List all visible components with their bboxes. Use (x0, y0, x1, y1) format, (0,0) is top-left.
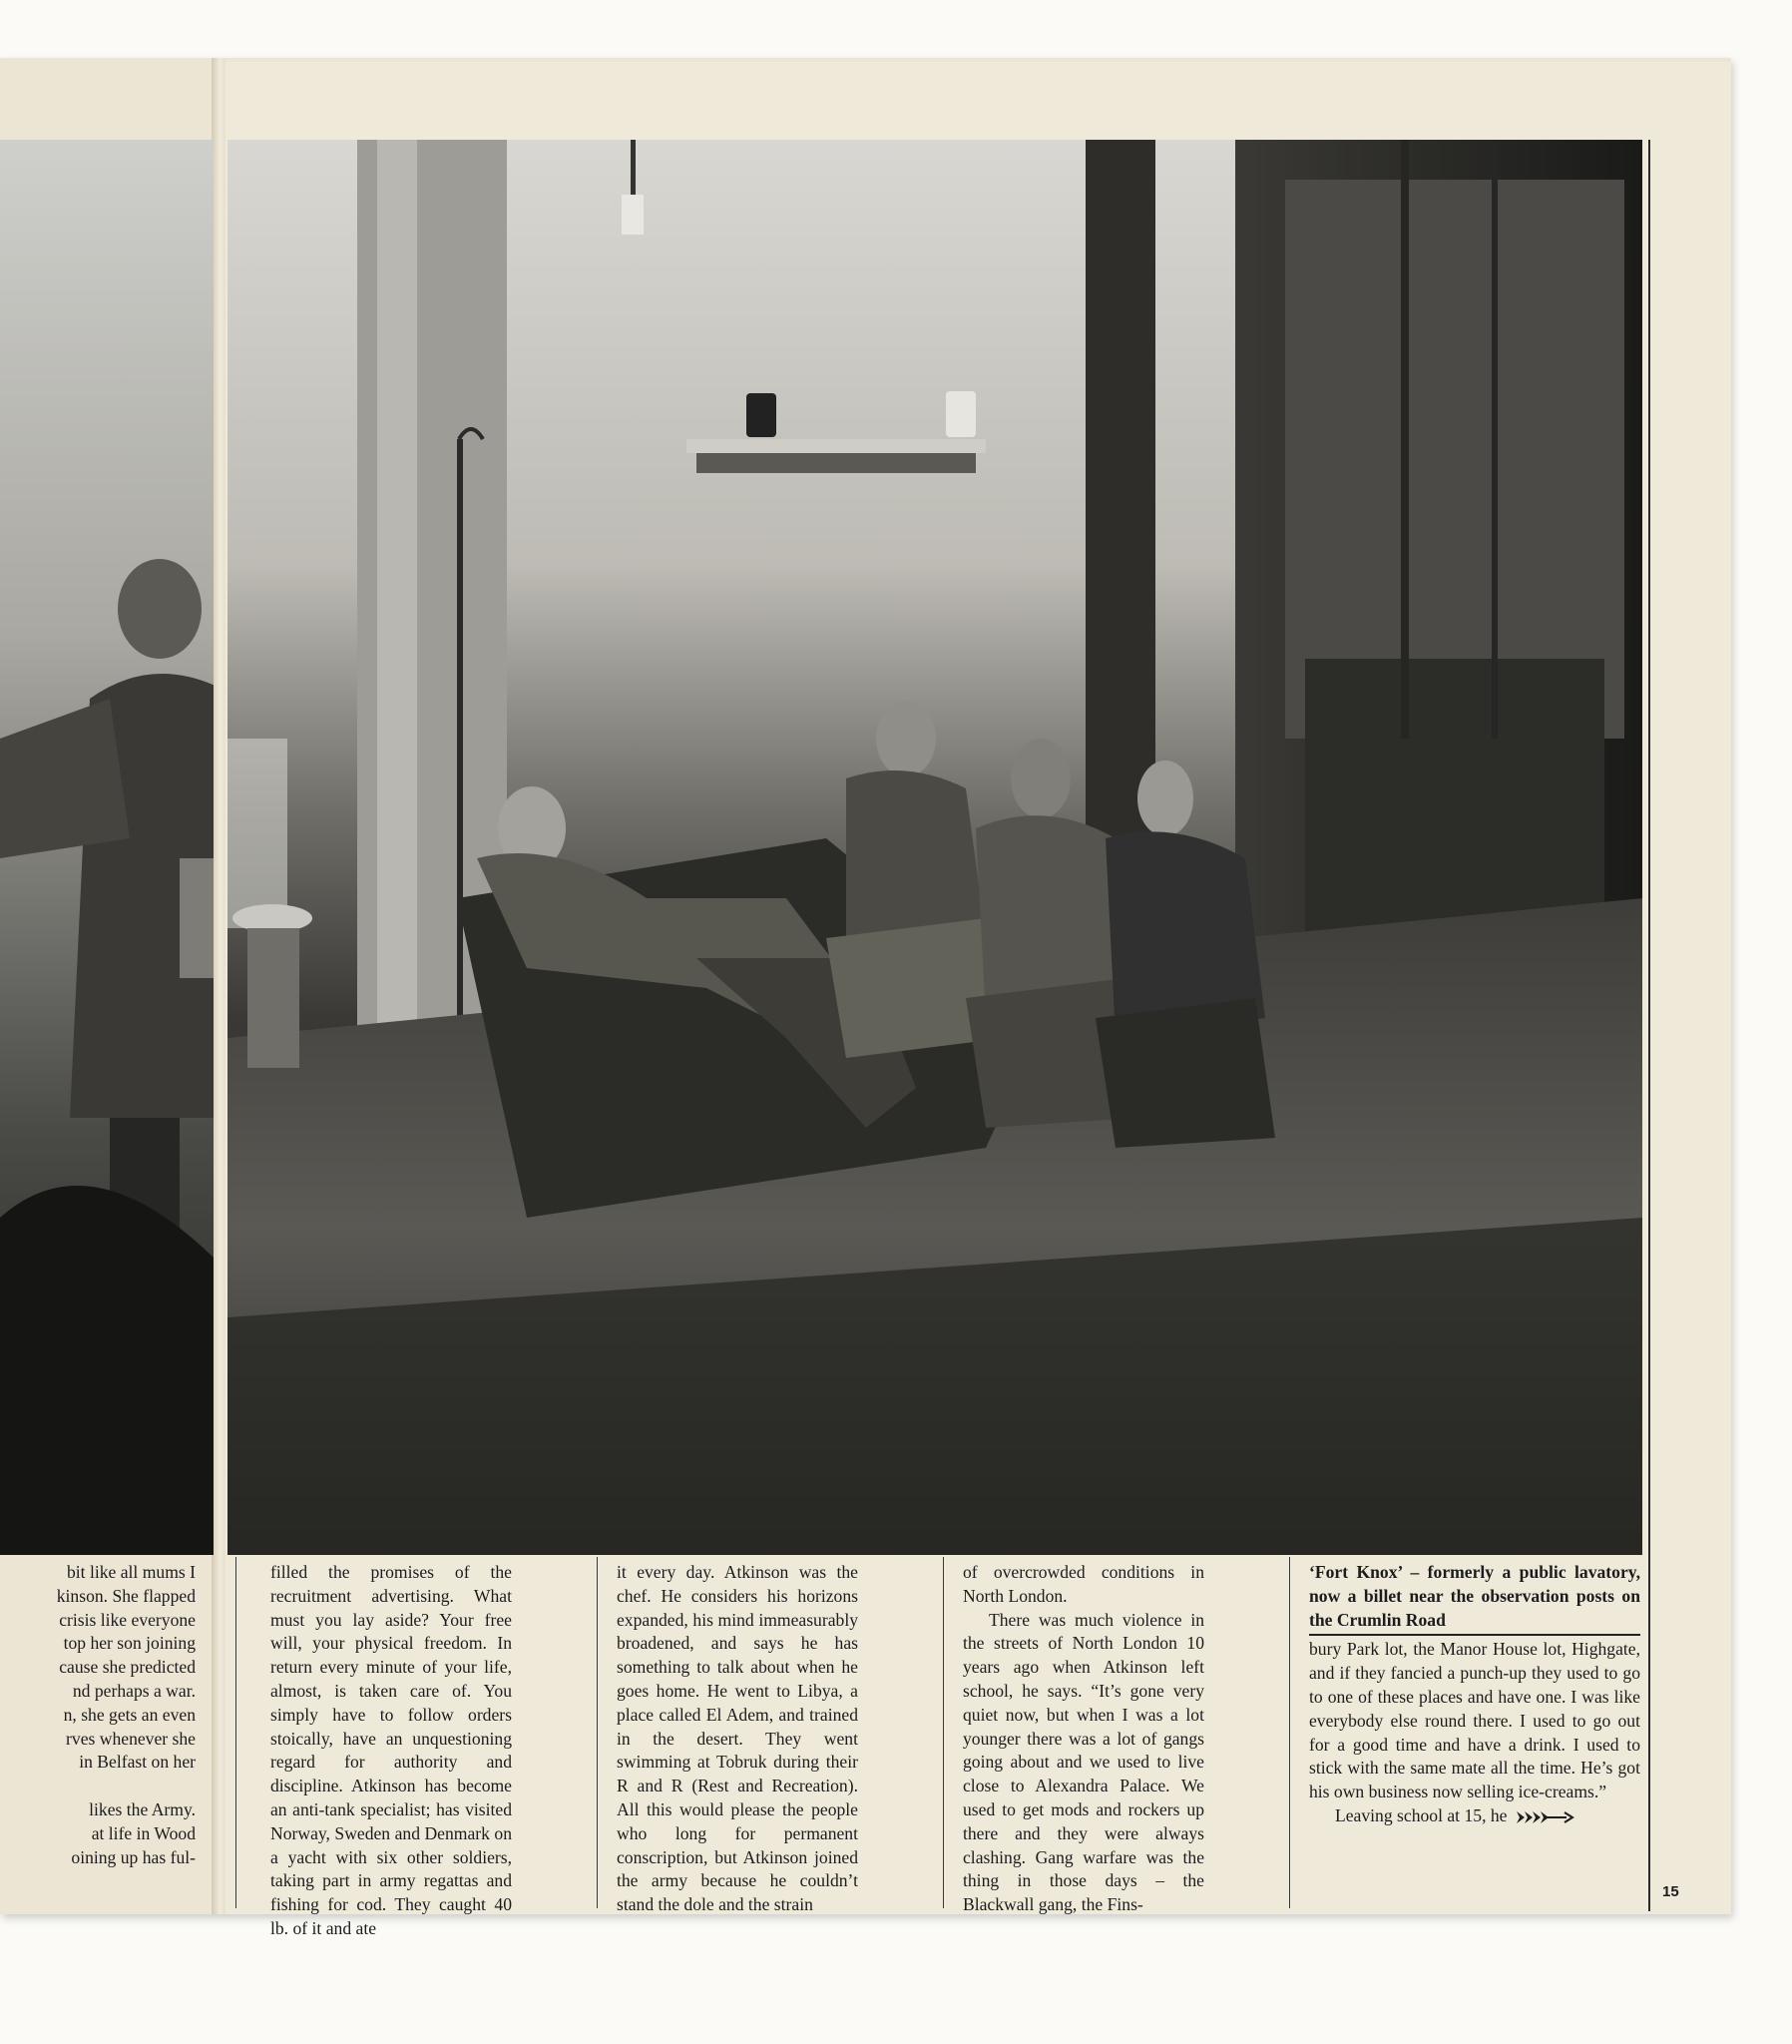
fragment-line: cause she predicted (59, 1657, 196, 1678)
left-photo-fragment (0, 140, 214, 1555)
fragment-line: n, she gets an even (63, 1704, 196, 1725)
article-column-2 (270, 1561, 512, 1941)
continue-arrow-icon (1515, 1809, 1574, 1825)
page-number: 15 (1662, 1883, 1679, 1900)
page-edge-rule (1648, 140, 1650, 1911)
fragment-line: likes the Army. (89, 1798, 196, 1819)
paragraph: of overcrowded conditions in North London. (963, 1562, 1204, 1606)
paragraph: bury Park lot, the Manor House lot, Highgate, and if they fancied a punch-up they used to go to one of these places and have one. I was like everybody else round there. I used to go out for a good time and have a drink. I used to stick with the same mate all the time. He’s got his own business now selling ice-creams.” (1309, 1639, 1640, 1802)
photo-caption: ‘Fort Knox’ – formerly a public lavatory, now a billet near the observation posts on the Crumlin Road (1309, 1562, 1640, 1630)
fragment-line: in Belfast on her (79, 1752, 196, 1773)
paragraph: There was much violence in the streets of North London 10 years ago when Atkinson left school, he says. “It’s gone very quiet now, but when I was a lot younger there was a lot of gangs going about and we used to live close to Alexandra Palace. We used to get mods and rockers up there and they were always clashing. Gang warfare was the thing in those days – the Blackwall gang, the Fins- (963, 1609, 1204, 1915)
article-column-4 (963, 1561, 1204, 1917)
column-rule (1289, 1557, 1290, 1908)
caption-rule (1309, 1634, 1640, 1636)
fragment-line: kinson. She flapped (56, 1585, 196, 1606)
column-rule (235, 1557, 236, 1908)
fragment-line (0, 1775, 196, 1798)
column-rule (597, 1557, 598, 1908)
continued-text: Leaving school at 15, he (1335, 1804, 1508, 1825)
column-rule (943, 1557, 944, 1908)
article-column-3 (617, 1561, 858, 1917)
article-column-5 (1309, 1561, 1640, 1828)
paragraph: it every day. Atkinson was the chef. He considers his horizons expanded, his mind immeasurably broadened, and says he has something to talk about when he goes home. He went to Libya, a place called El Adem, and trained in the desert. They went swimming at Tobruk during their R and R (Rest and Recreation). All this would please the people who long for permanent conscription, but Atkinson joined the army because he couldn’t stand the dole and the strain (617, 1562, 858, 1915)
main-photograph (227, 140, 1642, 1555)
fragment-line: bit like all mums I (66, 1562, 196, 1582)
fragment-line: nd perhaps a war. (72, 1680, 196, 1701)
fragment-line: oining up has ful- (71, 1846, 196, 1867)
fragment-line: crisis like everyone (59, 1609, 196, 1630)
page-gutter (212, 58, 225, 1914)
fragment-line: top her son joining (63, 1633, 196, 1654)
paragraph (1309, 1804, 1640, 1828)
left-page-column-fragment (0, 1561, 196, 1869)
fragment-line: at life in Wood (91, 1822, 196, 1843)
fragment-line: rves whenever she (66, 1728, 196, 1749)
paragraph: filled the promises of the recruitment advertising. What must you lay aside? Your free will, your physical freedom. In return every minute of your life, almost, is taken care of. You simply have to follow orders stoically, have an unquestioning regard for authority and discipline. Atkinson has become an anti-tank specialist; has visited Norway, Sweden and Denmark on a yacht with six other soldiers, taking part in army regattas and fishing for cod. They caught 40 lb. of it and ate (270, 1562, 512, 1938)
